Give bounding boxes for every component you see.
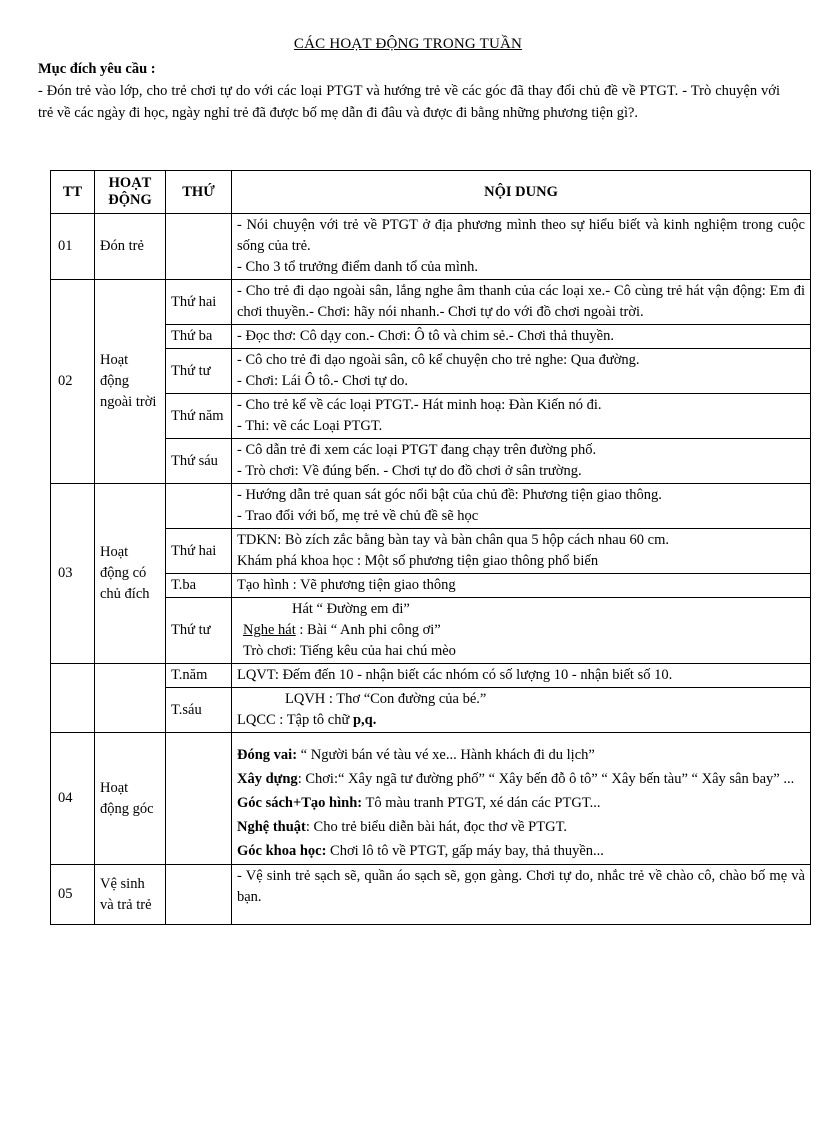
content-line xyxy=(237,815,805,839)
content-cell xyxy=(232,865,811,925)
table-row xyxy=(51,484,811,529)
content-line: - Cô cho trẻ đi dạo ngoài sân, cô kể chuyện cho trẻ nghe: Qua đường. xyxy=(237,352,640,368)
content-cell xyxy=(232,394,811,439)
day-cell: Thứ sáu xyxy=(166,439,232,484)
day-cell: Thứ tư xyxy=(166,349,232,394)
corner-text: Tô màu tranh PTGT, xé dán các PTGT... xyxy=(362,795,601,811)
content-cell xyxy=(232,439,811,484)
content-line: - Cô dẫn trẻ đi xem các loại PTGT đang chạy trên đường phố. xyxy=(237,442,597,458)
lqcc-text: : Tập tô chữ xyxy=(279,712,350,728)
day-cell: Thứ ba xyxy=(166,325,232,349)
content-line xyxy=(237,710,805,731)
content-line: - Trò chơi: Về đúng bến. - Chơi tự do đồ chơi ở sân trường. xyxy=(237,463,582,479)
lqcc-letters: p,q. xyxy=(352,712,377,728)
row-number: 02 xyxy=(51,280,95,484)
content-line: - Chơi: Lái Ô tô.- Chơi tự do. xyxy=(237,373,409,389)
table-header-row xyxy=(51,171,811,214)
content-line: Tạo hình : Vẽ phương tiện giao thông xyxy=(237,577,456,593)
content-line: TDKN: Bò zích zắc bằng bàn tay và bàn chân qua 5 hộp cách nhau 60 cm. xyxy=(237,532,670,548)
corner-text: : Chơi:“ Xây ngã tư đường phố” “ Xây bến đỗ ô tô” “ Xây bến tàu” “ Xây sân bay” ... xyxy=(297,771,795,787)
day-cell: T.năm xyxy=(166,664,232,688)
content-line xyxy=(237,743,805,767)
corner-text: “ Người bán vé tàu vé xe... Hành khách đi du lịch” xyxy=(297,747,595,763)
content-cell xyxy=(232,574,811,598)
content-line: - Cho 3 tổ trưởng điểm danh tổ của mình. xyxy=(237,259,479,275)
purpose-text: - Đón trẻ vào lớp, cho trẻ chơi tự do với các loại PTGT và hướng trẻ về các góc đã thay đổi chủ đề về PTGT. - Trò chuyện với trẻ về các ngày đi học, ngày nghỉ trẻ đã được bố mẹ dẫn đi đâu và được đi bằng những phương tiện gì?. xyxy=(38,83,780,121)
day-cell xyxy=(166,214,232,280)
content-cell xyxy=(232,214,811,280)
header-activity: HOẠT ĐỘNG xyxy=(95,171,166,214)
content-line: - Thi: vẽ các Loại PTGT. xyxy=(237,418,383,434)
content-line: - Cho trẻ đi dạo ngoài sân, lắng nghe âm thanh của các loại xe.- Cô cùng trẻ hát vận động: Em đi chơi thuyền.- Chơi: hãy nói nhanh.- Chơi tự do với đồ chơi ngoài trời. xyxy=(237,283,805,320)
day-cell xyxy=(166,865,232,925)
content-line: Hát “ Đường em đi” xyxy=(292,601,410,617)
content-cell xyxy=(232,280,811,325)
content-line: Trò chơi: Tiếng kêu của hai chú mèo xyxy=(243,643,456,659)
content-line: LQVH : Thơ “Con đường của bé.” xyxy=(285,691,487,707)
content-line: - Hướng dẫn trẻ quan sát góc nổi bật của chủ đề: Phương tiện giao thông. xyxy=(237,487,662,503)
row-number: 01 xyxy=(51,214,95,280)
corner-label: Xây dựng xyxy=(237,771,298,787)
weekly-activity-table xyxy=(50,170,811,925)
day-cell: T.ba xyxy=(166,574,232,598)
day-cell xyxy=(166,484,232,529)
header-tt: TT xyxy=(51,171,95,214)
content-line: LQVT: Đếm đến 10 - nhận biết các nhóm có số lượng 10 - nhận biết số 10. xyxy=(237,667,673,683)
activity-name: Đón trẻ xyxy=(95,214,166,280)
purpose-heading: Mục đích yêu cầu : xyxy=(38,61,156,77)
corner-text: Chơi lô tô về PTGT, gấp máy bay, thả thuyền... xyxy=(326,843,604,859)
table-row xyxy=(51,733,811,865)
corner-label: Đóng vai: xyxy=(237,747,298,763)
content-line: - Nói chuyện với trẻ về PTGT ở địa phương mình theo sự hiểu biết và kinh nghiệm trong cuộc sống của trẻ. xyxy=(237,217,805,254)
lqcc-label: LQCC xyxy=(237,712,276,728)
content-cell xyxy=(232,349,811,394)
day-cell: Thứ hai xyxy=(166,280,232,325)
row-number: 05 xyxy=(51,865,95,925)
table-row xyxy=(51,280,811,325)
activity-name: Hoạt động có chủ đích xyxy=(95,484,166,664)
content-line xyxy=(237,767,805,791)
purpose-section xyxy=(38,58,780,124)
header-content: NỘI DUNG xyxy=(232,171,811,214)
content-cell xyxy=(232,529,811,574)
content-cell xyxy=(232,484,811,529)
header-day: THỨ xyxy=(166,171,232,214)
content-line: - Đọc thơ: Cô dạy con.- Chơi: Ô tô và chim sẻ.- Chơi thả thuyền. xyxy=(237,328,614,344)
content-line: - Vệ sinh trẻ sạch sẽ, quần áo sạch sẽ, gọn gàng. Chơi tự do, nhắc trẻ về chào cô, chào bố mẹ và bạn. xyxy=(237,868,805,905)
day-cell: T.sáu xyxy=(166,688,232,733)
content-line: - Trao đổi với bố, mẹ trẻ về chủ đề sẽ học xyxy=(237,508,479,524)
page-title: CÁC HOẠT ĐỘNG TRONG TUẦN xyxy=(293,36,523,52)
content-line xyxy=(237,839,805,863)
nghe-hat-label: Nghe hát xyxy=(243,622,296,638)
content-cell xyxy=(232,733,811,865)
corner-text: : Cho trẻ biểu diễn bài hát, đọc thơ về PTGT. xyxy=(305,819,567,835)
row-number: 03 xyxy=(51,484,95,664)
content-line: Khám phá khoa học : Một số phương tiện giao thông phổ biến xyxy=(237,553,599,569)
content-line: - Cho trẻ kể về các loại PTGT.- Hát minh hoạ: Đàn Kiến nó đi. xyxy=(237,397,602,413)
activity-name: Vệ sinh và trả trẻ xyxy=(95,865,166,925)
content-line xyxy=(237,620,805,641)
activity-name: Hoạt động ngoài trời xyxy=(95,280,166,484)
day-cell: Thứ năm xyxy=(166,394,232,439)
table-row xyxy=(51,865,811,925)
activity-name: Hoạt động góc xyxy=(95,733,166,865)
row-number xyxy=(51,664,95,733)
day-cell: Thứ tư xyxy=(166,598,232,664)
day-cell xyxy=(166,733,232,865)
content-cell xyxy=(232,325,811,349)
table-row xyxy=(51,214,811,280)
corner-label: Nghệ thuật xyxy=(237,819,306,835)
content-cell xyxy=(232,598,811,664)
corner-label: Góc khoa học: xyxy=(237,843,327,859)
day-cell: Thứ hai xyxy=(166,529,232,574)
nghe-hat-text: : Bài “ Anh phi công ơi” xyxy=(299,622,441,638)
corner-label: Góc sách+Tạo hình: xyxy=(237,795,363,811)
content-line xyxy=(237,791,805,815)
row-number: 04 xyxy=(51,733,95,865)
table-row xyxy=(51,664,811,688)
content-cell xyxy=(232,664,811,688)
activity-name xyxy=(95,664,166,733)
content-cell xyxy=(232,688,811,733)
